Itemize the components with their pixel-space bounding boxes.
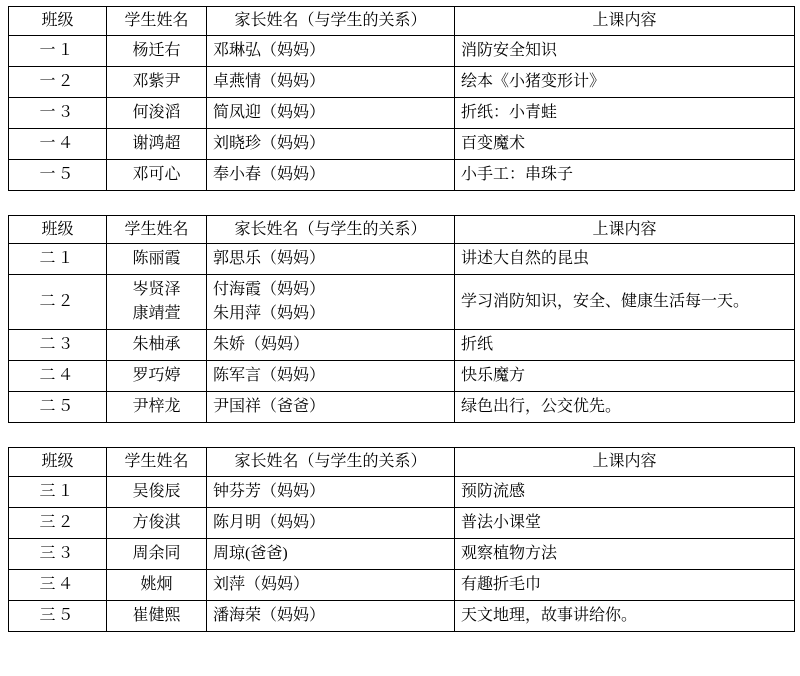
cell-parent-name xyxy=(207,330,455,361)
cell-student-name xyxy=(107,275,207,330)
parent-name: 卓燕情（妈妈） xyxy=(213,72,326,90)
header-class: 班级 xyxy=(9,215,107,244)
cell-student-name xyxy=(107,600,207,631)
cell-lesson-content: 学习消防知识，安全、健康生活每一天。 xyxy=(455,275,795,330)
student-name: 康靖萱 xyxy=(132,305,181,323)
student-name: 何浚滔 xyxy=(132,103,181,121)
parent-name: 周琼(爸爸) xyxy=(213,544,288,562)
student-name: 邓可心 xyxy=(132,165,181,183)
header-lesson-content: 上课内容 xyxy=(455,215,795,244)
table-row xyxy=(9,600,795,631)
header-parent-name: 家长姓名（与学生的关系） xyxy=(207,7,455,36)
parent-name: 刘萍（妈妈） xyxy=(213,575,310,593)
table-row xyxy=(9,244,795,275)
cell-parent-name xyxy=(207,66,455,97)
cell-class: 一５ xyxy=(9,159,107,190)
table-row xyxy=(9,392,795,423)
table-row xyxy=(9,330,795,361)
cell-lesson-content: 消防安全知识 xyxy=(455,35,795,66)
table-row xyxy=(9,507,795,538)
table-header-row xyxy=(9,448,795,477)
cell-parent-name xyxy=(207,97,455,128)
cell-parent-name xyxy=(207,569,455,600)
parent-name: 付海霞（妈妈） xyxy=(213,281,326,299)
parent-name: 潘海荣（妈妈） xyxy=(213,606,326,624)
cell-class: 三４ xyxy=(9,569,107,600)
header-class: 班级 xyxy=(9,7,107,36)
cell-lesson-content: 快乐魔方 xyxy=(455,361,795,392)
table-grade-three xyxy=(6,447,794,632)
cell-class: 三２ xyxy=(9,507,107,538)
cell-lesson-content: 普法小课堂 xyxy=(455,507,795,538)
cell-student-name xyxy=(107,35,207,66)
cell-class: 一１ xyxy=(9,35,107,66)
cell-lesson-content: 绿色出行，公交优先。 xyxy=(455,392,795,423)
cell-class: 二２ xyxy=(9,275,107,330)
cell-parent-name xyxy=(207,600,455,631)
cell-class: 一２ xyxy=(9,66,107,97)
cell-class: 二３ xyxy=(9,330,107,361)
table-header-row xyxy=(9,215,795,244)
cell-lesson-content: 讲述大自然的昆虫 xyxy=(455,244,795,275)
header-lesson-content: 上课内容 xyxy=(455,448,795,477)
cell-student-name xyxy=(107,361,207,392)
cell-student-name xyxy=(107,538,207,569)
cell-class: 一４ xyxy=(9,128,107,159)
cell-student-name xyxy=(107,476,207,507)
student-name: 邓紫尹 xyxy=(132,72,181,90)
parent-name: 尹国祥（爸爸） xyxy=(213,398,326,416)
student-name: 方俊淇 xyxy=(132,513,181,531)
table-row xyxy=(9,569,795,600)
table-grade-one xyxy=(6,6,794,191)
cell-lesson-content: 绘本《小猪变形计》 xyxy=(455,66,795,97)
cell-lesson-content: 百变魔术 xyxy=(455,128,795,159)
cell-class: 一３ xyxy=(9,97,107,128)
student-name: 周余同 xyxy=(132,544,181,562)
grade-table xyxy=(8,6,795,191)
cell-parent-name xyxy=(207,244,455,275)
cell-class: 三５ xyxy=(9,600,107,631)
cell-lesson-content: 小手工：串珠子 xyxy=(455,159,795,190)
cell-lesson-content: 观察植物方法 xyxy=(455,538,795,569)
grade-table xyxy=(8,447,795,632)
header-class: 班级 xyxy=(9,448,107,477)
student-name: 谢鸿超 xyxy=(132,134,181,152)
cell-class: 二４ xyxy=(9,361,107,392)
table-row xyxy=(9,476,795,507)
parent-name: 钟芬芳（妈妈） xyxy=(213,482,326,500)
cell-student-name xyxy=(107,244,207,275)
cell-parent-name xyxy=(207,361,455,392)
grade-table xyxy=(8,215,795,424)
parent-name: 邓琳弘（妈妈） xyxy=(213,41,326,59)
cell-student-name xyxy=(107,159,207,190)
cell-parent-name xyxy=(207,35,455,66)
table-row xyxy=(9,159,795,190)
cell-parent-name xyxy=(207,392,455,423)
header-student-name: 学生姓名 xyxy=(107,448,207,477)
parent-name: 奉小春（妈妈） xyxy=(213,165,326,183)
cell-lesson-content: 有趣折毛巾 xyxy=(455,569,795,600)
student-name: 陈丽霞 xyxy=(132,250,181,268)
cell-parent-name xyxy=(207,275,455,330)
table-row xyxy=(9,538,795,569)
cell-parent-name xyxy=(207,159,455,190)
parent-name: 简凤迎（妈妈） xyxy=(213,103,326,121)
student-name: 罗巧婷 xyxy=(132,367,181,385)
table-row xyxy=(9,361,795,392)
cell-student-name xyxy=(107,128,207,159)
parent-name: 陈月明（妈妈） xyxy=(213,513,326,531)
student-name: 吴俊辰 xyxy=(132,482,181,500)
cell-student-name xyxy=(107,97,207,128)
table-grade-two xyxy=(6,215,794,424)
header-lesson-content: 上课内容 xyxy=(455,7,795,36)
cell-class: 二５ xyxy=(9,392,107,423)
table-row xyxy=(9,35,795,66)
parent-name: 刘晓珍（妈妈） xyxy=(213,134,326,152)
cell-class: 三１ xyxy=(9,476,107,507)
cell-lesson-content: 天文地理，故事讲给你。 xyxy=(455,600,795,631)
cell-student-name xyxy=(107,66,207,97)
cell-parent-name xyxy=(207,476,455,507)
table-row xyxy=(9,66,795,97)
cell-lesson-content: 预防流感 xyxy=(455,476,795,507)
student-name: 岑贤泽 xyxy=(132,281,181,299)
student-name: 朱柚承 xyxy=(132,336,181,354)
table-row xyxy=(9,275,795,330)
header-student-name: 学生姓名 xyxy=(107,7,207,36)
cell-lesson-content: 折纸：小青蛙 xyxy=(455,97,795,128)
table-header-row xyxy=(9,7,795,36)
tables-container xyxy=(6,6,794,632)
cell-student-name xyxy=(107,569,207,600)
parent-name: 朱用萍（妈妈） xyxy=(213,305,326,323)
header-parent-name: 家长姓名（与学生的关系） xyxy=(207,448,455,477)
cell-class: 三３ xyxy=(9,538,107,569)
header-parent-name: 家长姓名（与学生的关系） xyxy=(207,215,455,244)
cell-student-name xyxy=(107,507,207,538)
cell-parent-name xyxy=(207,128,455,159)
parent-name: 郭思乐（妈妈） xyxy=(213,250,326,268)
cell-student-name xyxy=(107,392,207,423)
parent-name: 陈军言（妈妈） xyxy=(213,367,326,385)
student-name: 崔健熙 xyxy=(132,606,181,624)
cell-student-name xyxy=(107,330,207,361)
student-name: 姚炯 xyxy=(140,575,173,593)
student-name: 杨迁右 xyxy=(132,41,181,59)
table-row xyxy=(9,97,795,128)
cell-parent-name xyxy=(207,538,455,569)
cell-lesson-content: 折纸 xyxy=(455,330,795,361)
parent-name: 朱娇（妈妈） xyxy=(213,336,310,354)
cell-parent-name xyxy=(207,507,455,538)
cell-class: 二１ xyxy=(9,244,107,275)
table-row xyxy=(9,128,795,159)
header-student-name: 学生姓名 xyxy=(107,215,207,244)
student-name: 尹梓龙 xyxy=(132,398,181,416)
